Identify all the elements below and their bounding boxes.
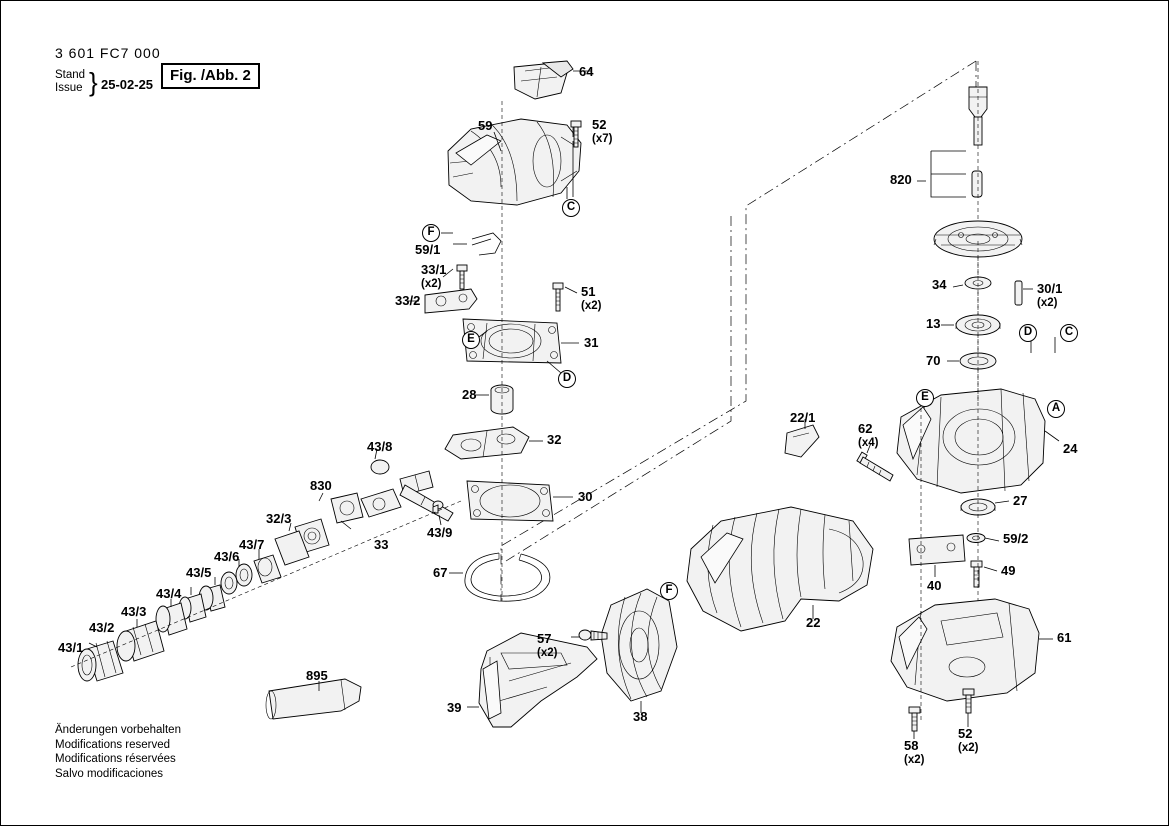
callout-43-6: 43/6: [214, 549, 240, 564]
callout-43-8: 43/8: [367, 439, 393, 454]
callout-39: 39: [447, 700, 462, 715]
callout-59-1: 59/1: [415, 242, 441, 257]
callout-59: 59: [478, 118, 493, 133]
callout-52-top-text: 52: [592, 117, 607, 132]
callout-52-bottom: [958, 727, 978, 755]
figure-label: Fig. /Abb. 2: [161, 63, 260, 89]
callout-67: 67: [433, 565, 448, 580]
marker-f-lower: F: [660, 582, 678, 600]
part-33-2-bracket: [425, 289, 477, 313]
callout-22-1: 22/1: [790, 410, 816, 425]
marker-d-upper: D: [558, 370, 576, 388]
part-32-yoke: [445, 427, 529, 459]
callout-30-1: [1037, 282, 1062, 310]
callout-33-2: 33/2: [395, 293, 421, 308]
callout-52-bottom-qty: (x2): [958, 742, 979, 754]
callout-32: 32: [547, 432, 562, 447]
callout-40: 40: [927, 578, 942, 593]
issue-date: 25-02-25: [101, 77, 154, 92]
part-59-2-washer: [967, 534, 985, 543]
part-30-flange: [467, 481, 553, 521]
callout-52-top: [592, 118, 612, 146]
callout-51-text: 51: [581, 284, 596, 299]
callout-61: 61: [1057, 630, 1072, 645]
callout-51: [581, 285, 601, 313]
callout-57-qty: (x2): [537, 647, 558, 659]
callout-52-bottom-text: 52: [958, 726, 973, 741]
part-30-1-pins: [1015, 281, 1022, 305]
callout-24: 24: [1063, 441, 1078, 456]
callout-43-7: 43/7: [239, 537, 265, 552]
callout-33-1-qty: (x2): [421, 278, 442, 290]
callout-27: 27: [1013, 493, 1028, 508]
callout-58-text: 58: [904, 738, 919, 753]
part-52-screws-bottom: [963, 689, 974, 713]
callout-59-2: 59/2: [1003, 531, 1029, 546]
callout-31: 31: [584, 335, 599, 350]
part-51-screws: [553, 283, 563, 311]
callout-43-1: 43/1: [58, 640, 84, 655]
callout-43-3: 43/3: [121, 604, 147, 619]
callout-22: 22: [806, 615, 821, 630]
marker-d-right: D: [1019, 324, 1037, 342]
marker-f-upper: F: [422, 224, 440, 242]
part-59-housing: [448, 119, 581, 205]
callout-43-4: 43/4: [156, 586, 182, 601]
marker-e-upper: E: [462, 331, 480, 349]
callout-52-top-qty: (x7): [592, 133, 613, 145]
stand-label: Stand: [55, 69, 86, 81]
callout-43-2: 43/2: [89, 620, 115, 635]
part-38-shell: [601, 589, 677, 701]
footer-line-de: Änderungen vorbehalten: [55, 724, 181, 736]
callout-34: 34: [932, 277, 947, 292]
callout-43-9: 43/9: [427, 525, 453, 540]
brace-glyph: }: [89, 67, 98, 97]
callout-57: [537, 632, 557, 660]
callout-49: 49: [1001, 563, 1016, 578]
part-58-screw: [909, 707, 920, 731]
callout-64: 64: [579, 64, 594, 79]
callout-62: [858, 422, 878, 450]
part-59-1-clip: [472, 233, 501, 255]
callout-43-5: 43/5: [186, 565, 212, 580]
footer-line-fr: Modifications réservées: [55, 753, 176, 765]
marker-c-top: C: [562, 199, 580, 217]
callout-830: 830: [310, 478, 332, 493]
callout-70: 70: [926, 353, 941, 368]
callout-33-1: [421, 263, 446, 291]
callout-57-text: 57: [537, 631, 552, 646]
part-895-tube: [266, 679, 361, 719]
footer-line-en: Modifications reserved: [55, 738, 171, 751]
part-62-screw: [857, 452, 893, 481]
marker-c-right: C: [1060, 324, 1078, 342]
part-32-shaft-assembly: [71, 460, 461, 681]
part-33-1-screws: [457, 265, 467, 289]
callout-30: 30: [578, 489, 593, 504]
callout-51-qty: (x2): [581, 300, 602, 312]
marker-e-right: E: [916, 389, 934, 407]
part-22-1-lever: [785, 425, 819, 457]
callout-28: 28: [462, 387, 477, 402]
callout-33: 33: [374, 537, 389, 552]
exploded-view-artwork: [1, 1, 1169, 827]
callout-30-1-text: 30/1: [1037, 281, 1063, 296]
part-49-screw: [971, 561, 982, 587]
callout-32-3: 32/3: [266, 511, 292, 526]
callout-58-qty: (x2): [904, 754, 925, 766]
part-61-cover: [891, 599, 1039, 701]
part-number: 3 601 FC7 000: [55, 45, 161, 61]
callout-30-1-qty: (x2): [1037, 297, 1058, 309]
marker-a-right: A: [1047, 400, 1065, 418]
callout-62-text: 62: [858, 421, 873, 436]
part-40-plate: [909, 535, 965, 565]
callout-820: 820: [890, 172, 912, 187]
callout-58: [904, 739, 924, 767]
footer-line-es: Salvo modificaciones: [55, 767, 164, 780]
callout-33-1-text: 33/1: [421, 262, 447, 277]
callout-62-qty: (x4): [858, 437, 879, 449]
issue-label: Issue: [55, 82, 83, 94]
callout-13: 13: [926, 316, 941, 331]
part-64-cover: [514, 61, 573, 99]
part-22-main-housing: [687, 507, 873, 631]
callout-895: 895: [306, 668, 328, 683]
callout-38: 38: [633, 709, 648, 724]
